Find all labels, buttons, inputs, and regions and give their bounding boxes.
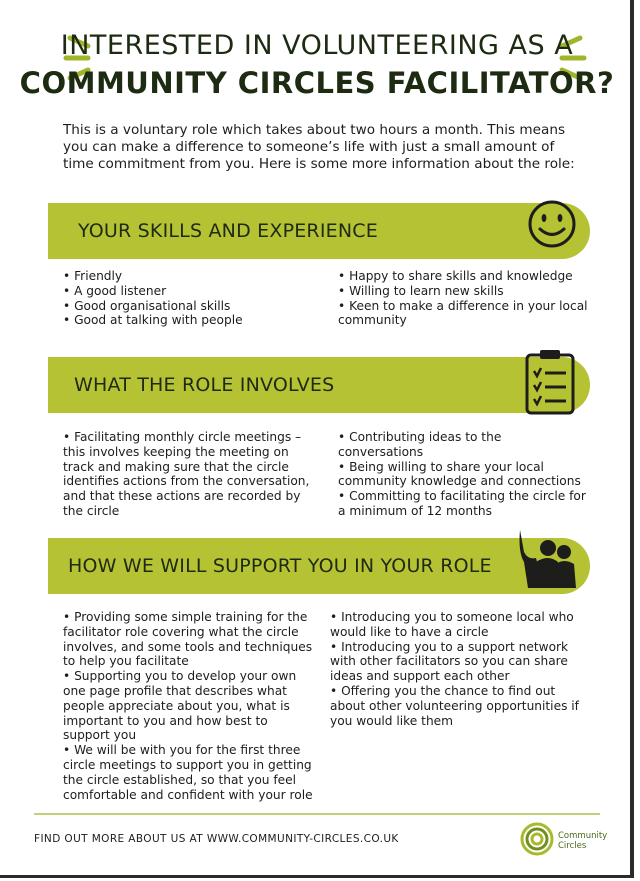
list-item: • Supporting you to develop your own one page profile that describes what people appreciate about you, what is important to you and how best to support you <box>63 669 297 743</box>
list-item: • Happy to share skills and knowledge <box>338 269 573 283</box>
skills-right-list <box>338 269 588 328</box>
list-item: • Introducing you to a support network with other facilitators so you can share ideas and support each other <box>330 639 569 684</box>
section-title-skills: YOUR SKILLS AND EXPERIENCE <box>78 220 378 242</box>
list-item: • Keen to make a difference in your local community <box>338 298 588 328</box>
community-circles-logo-icon <box>519 821 555 857</box>
page-title-line2: COMMUNITY CIRCLES FACILITATOR? <box>19 66 615 100</box>
intro-paragraph: This is a voluntary role which takes about two hours a month. This means you can make a difference to someone’s life with just a small amount of time commitment from you. Here is some more information about the role: <box>63 122 575 172</box>
list-item: • Committing to facilitating the circle for a minimum of 12 months <box>338 489 586 518</box>
skills-left-list <box>63 269 313 328</box>
list-item: • Offering you the chance to find out about other volunteering opportunities if you would like them <box>330 683 579 728</box>
list-item: • Good at talking with people <box>63 313 243 328</box>
section-title-support: HOW WE WILL SUPPORT YOU IN YOUR ROLE <box>68 555 492 577</box>
footer-divider <box>34 813 600 815</box>
logo-line1: Community <box>558 831 608 841</box>
checklist-icon <box>522 347 578 417</box>
support-left-list <box>63 610 313 802</box>
list-item: • Contributing ideas to the conversations <box>338 430 502 459</box>
people-icon <box>514 522 584 590</box>
footer-text: FIND OUT MORE ABOUT US AT WWW.COMMUNITY-CIRCLES.CO.UK <box>34 833 399 845</box>
list-item: • We will be with you for the first three circle meetings to support you in getting the circle established, so that you feel comfortable and confident with your role <box>63 743 313 802</box>
logo-text <box>558 831 607 851</box>
section-title-role: WHAT THE ROLE INVOLVES <box>74 374 335 396</box>
list-item: • Friendly <box>63 269 123 283</box>
list-item: • Willing to learn new skills <box>338 283 504 298</box>
list-item: • A good listener <box>63 283 167 298</box>
list-item: • Introducing you to someone local who would like to have a circle <box>330 610 574 639</box>
support-right-list <box>330 610 588 728</box>
role-left-list <box>63 430 318 519</box>
list-item: • Providing some simple training for the facilitator role covering what the circle involves, and some tools and techniques to help you facilitate <box>63 610 313 669</box>
list-item: • Good organisational skills <box>63 298 231 313</box>
list-item: • Facilitating monthly circle meetings – this involves keeping the meeting on track and making sure that the circle identifies actions from the conversation, and that these actions are recorded by the circle <box>63 430 310 518</box>
logo-line2: Circles <box>558 841 587 851</box>
smiley-icon <box>524 196 580 252</box>
role-right-list <box>338 430 588 519</box>
page-title-line1: INTERESTED IN VOLUNTEERING AS A <box>60 30 574 61</box>
list-item: • Being willing to share your local community knowledge and connections <box>338 459 581 489</box>
